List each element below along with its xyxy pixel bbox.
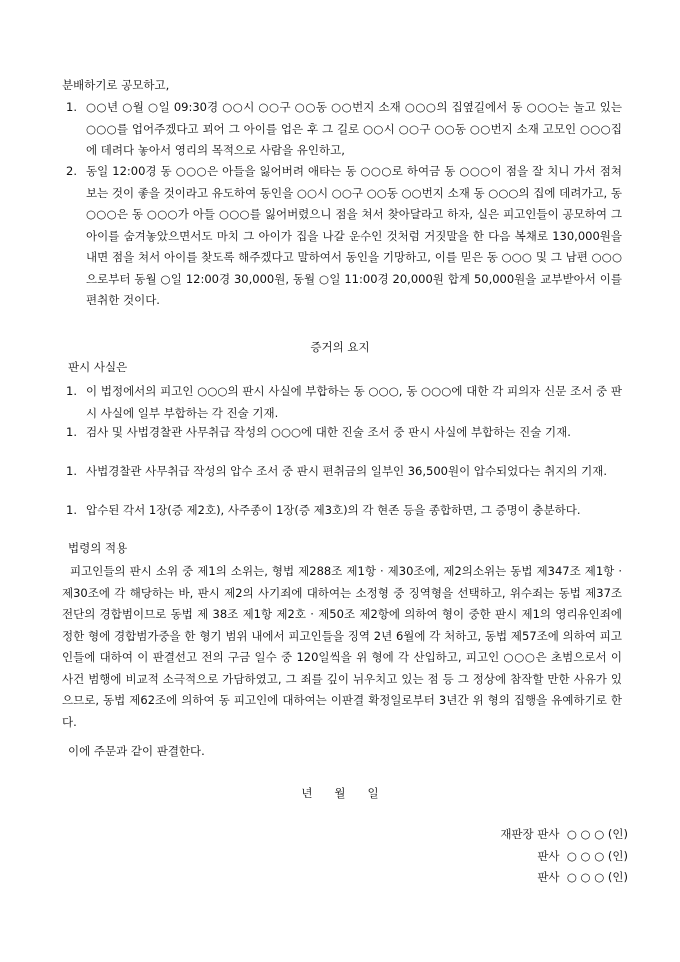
evidence-item-4: [62, 500, 622, 522]
evidence-number: 1.: [66, 503, 77, 517]
fact-item-2: [62, 161, 622, 312]
fact-text: ○○년 ○월 ○일 09:30경 ○○시 ○○구 ○○동 ○○번지 소재 ○○○의 집옆길에서 동 ○○○는 놀고 있는 ○○○를 업어주겠다고 꾀어 그 아이를 업은 후 그 길로 ○○시 ○○구 ○○동 ○○번지 소재 고모인 ○○○집에 데려다 놓아서 영리의 목적으로 사람을 유인하고,: [86, 100, 622, 157]
fact-text: 동일 12:00경 동 ○○○은 아들을 잃어버려 애타는 동 ○○○로 하여금 동 ○○○이 점을 잘 치니 가서 점쳐보는 것이 좋을 것이라고 유도하여 동인을 ○○시 ○○구 ○○동 ○○번지 소재 동 ○○○의 집에 데려가고, 동 ○○○은 동 ○○○가 아들 ○○○를 잃어버렸으니 점을 쳐서 찾아달라고 하자, 실은 피고인들이 공모하여 그 아이를 숨겨놓았으면서도 마치 그 아이가 집을 나갈 운수인 것처럼 거짓말을 한 다음 복채로 130,000원을 내면 점을 쳐서 아이를 찾도록 해주겠다고 말하여서 동인을 기망하고, 이를 믿은 동 ○○○ 및 그 남편 ○○○으로부터 동월 ○일 12:00경 30,000원, 동월 ○일 11:00경 20,000원 합계 50,000원을 교부받아서 이를 편취한 것이다.: [86, 164, 622, 307]
law-text: 피고인들의 판시 소위 중 제1의 소위는, 형법 제288조 제1항 · 제30조에, 제2의소위는 동법 제347조 제1항 · 제30조에 각 해당하는 바, 판시 제2의 사기죄에 대하여는 소정형 중 징역형을 선택하고, 위수죄는 동법 제37조 전단의 경합범이므로 동법 제 38조 제1항 제2호 · 제50조 제2항에 의하여 형이 중한 판시 제1의 영리유인죄에 정한 형에 경합범가중을 한 형기 범위 내에서 피고인들을 징역 2년 6월에 각 처하고, 동법 제57조에 의하여 피고인들에 대하여 이 판결선고 전의 구금 일수 중 120일씩을 위 형에 각 산입하고, 피고인 ○○○은 초범으로서 이 사건 범행에 비교적 소극적으로 가담하였고, 그 죄를 깊이 뉘우치고 있는 점 등 그 정상에 참작할 만한 사유가 있으므로, 동법 제62조에 의하여 동 피고인에 대하여는 이판결 확정일로부터 3년간 위 형의 집행을 유예하기로 한다.: [62, 564, 622, 729]
fact-item-1: [62, 97, 622, 162]
signature-presiding-judge: 재판장 판사 ○ ○ ○ (인): [500, 827, 628, 841]
signature-judge-1: 판사 ○ ○ ○ (인): [537, 849, 628, 863]
evidence-item-1: [62, 381, 622, 424]
judgment-date: 년 월 일: [301, 786, 379, 800]
facts-heading: 판시 사실은: [68, 360, 128, 374]
law-heading: 법령의 적용: [68, 541, 128, 555]
evidence-number: 1.: [66, 425, 77, 439]
conclusion-text: 이에 주문과 같이 판결한다.: [68, 744, 205, 758]
evidence-title: 증거의 요지: [310, 340, 370, 354]
fact-number: 2.: [66, 164, 77, 178]
evidence-text: 검사 및 사법경찰관 사무취급 작성의 ○○○에 대한 진술 조서 중 판시 사실에 부합하는 진술 기재.: [86, 425, 571, 439]
evidence-number: 1.: [66, 464, 77, 478]
evidence-item-3: [62, 461, 622, 483]
intro-text: 분배하기로 공모하고,: [62, 78, 170, 92]
evidence-text: 압수된 각서 1장(증 제2호), 사주종이 1장(증 제3호)의 각 현존 등을 종합하면, 그 증명이 충분하다.: [86, 503, 581, 517]
evidence-number: 1.: [66, 384, 77, 398]
signature-judge-2: 판사 ○ ○ ○ (인): [537, 870, 628, 884]
evidence-item-2: [62, 422, 622, 444]
evidence-text: 이 법정에서의 피고인 ○○○의 판시 사실에 부합하는 동 ○○○, 동 ○○○에 대한 각 피의자 신문 조서 중 판시 사실에 일부 부합하는 각 진술 기재.: [86, 384, 622, 420]
fact-number: 1.: [66, 100, 77, 114]
evidence-text: 사법경찰관 사무취급 작성의 압수 조서 중 판시 편취금의 일부인 36,500원이 압수되었다는 취지의 기재.: [86, 464, 608, 478]
